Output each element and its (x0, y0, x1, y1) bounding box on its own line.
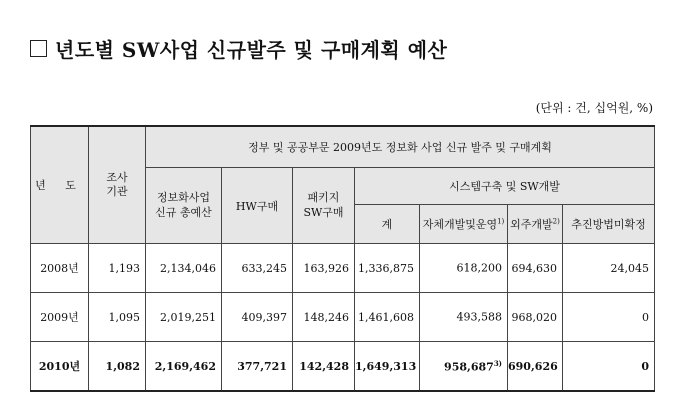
cell-institutions: 1,095 (89, 293, 146, 342)
cell-outsource: 694,630 (508, 244, 563, 293)
cell-year: 2008년 (31, 244, 89, 293)
cell-undecided: 0 (563, 293, 655, 342)
cell-new-total: 2,169,462 (146, 342, 222, 392)
table-row (31, 293, 655, 342)
header-institutions: 조사 기관 (89, 126, 146, 244)
cell-self-dev: 618,200 (420, 244, 508, 293)
cell-new-total: 2,134,046 (146, 244, 222, 293)
cell-new-total: 2,019,251 (146, 293, 222, 342)
title-text: 년도별 SW사업 신규발주 및 구매계획 예산 (55, 38, 448, 62)
cell-year: 2010년 (31, 342, 89, 392)
cell-self-dev: 958,687$^{3)}$ (420, 342, 508, 392)
header-year: 년 도 (31, 126, 89, 244)
header-hw: HW구매 (222, 168, 293, 244)
header-group-main: 정부 및 공공부문 2009년도 정보화 사업 신규 발주 및 구매계획 (146, 126, 655, 168)
cell-subtotal: 1,336,875 (355, 244, 420, 293)
cell-institutions: 1,082 (89, 342, 146, 392)
cell-package-sw: 163,926 (293, 244, 355, 293)
header-group-system: 시스템구축 및 SW개발 (355, 168, 655, 205)
header-subtotal: 계 (355, 205, 420, 244)
cell-outsource: 690,626 (508, 342, 563, 392)
cell-subtotal: 1,461,608 (355, 293, 420, 342)
cell-package-sw: 142,428 (293, 342, 355, 392)
table-row (31, 244, 655, 293)
cell-institutions: 1,193 (89, 244, 146, 293)
cell-subtotal: 1,649,313 (355, 342, 420, 392)
unit-note: (단위 : 건, 십억원, %) (535, 101, 653, 115)
cell-undecided: 0 (563, 342, 655, 392)
header-outsource: 외주개발$^{2)}$ (508, 205, 563, 244)
page-title (30, 34, 447, 63)
table-row (31, 342, 655, 392)
cell-package-sw: 148,246 (293, 293, 355, 342)
square-bullet-icon (30, 40, 47, 57)
cell-undecided: 24,045 (563, 244, 655, 293)
header-new-total: 정보화사업 신규 총예산 (146, 168, 222, 244)
header-package-sw: 패키지 SW구매 (293, 168, 355, 244)
header-undecided: 추진방법미확정 (563, 205, 655, 244)
cell-outsource: 968,020 (508, 293, 563, 342)
cell-self-dev: 493,588 (420, 293, 508, 342)
cell-hw: 633,245 (222, 244, 293, 293)
header-self-dev: 자체개발및운영$^{1)}$ (420, 205, 508, 244)
cell-year: 2009년 (31, 293, 89, 342)
budget-table (30, 125, 655, 392)
cell-hw: 409,397 (222, 293, 293, 342)
cell-hw: 377,721 (222, 342, 293, 392)
